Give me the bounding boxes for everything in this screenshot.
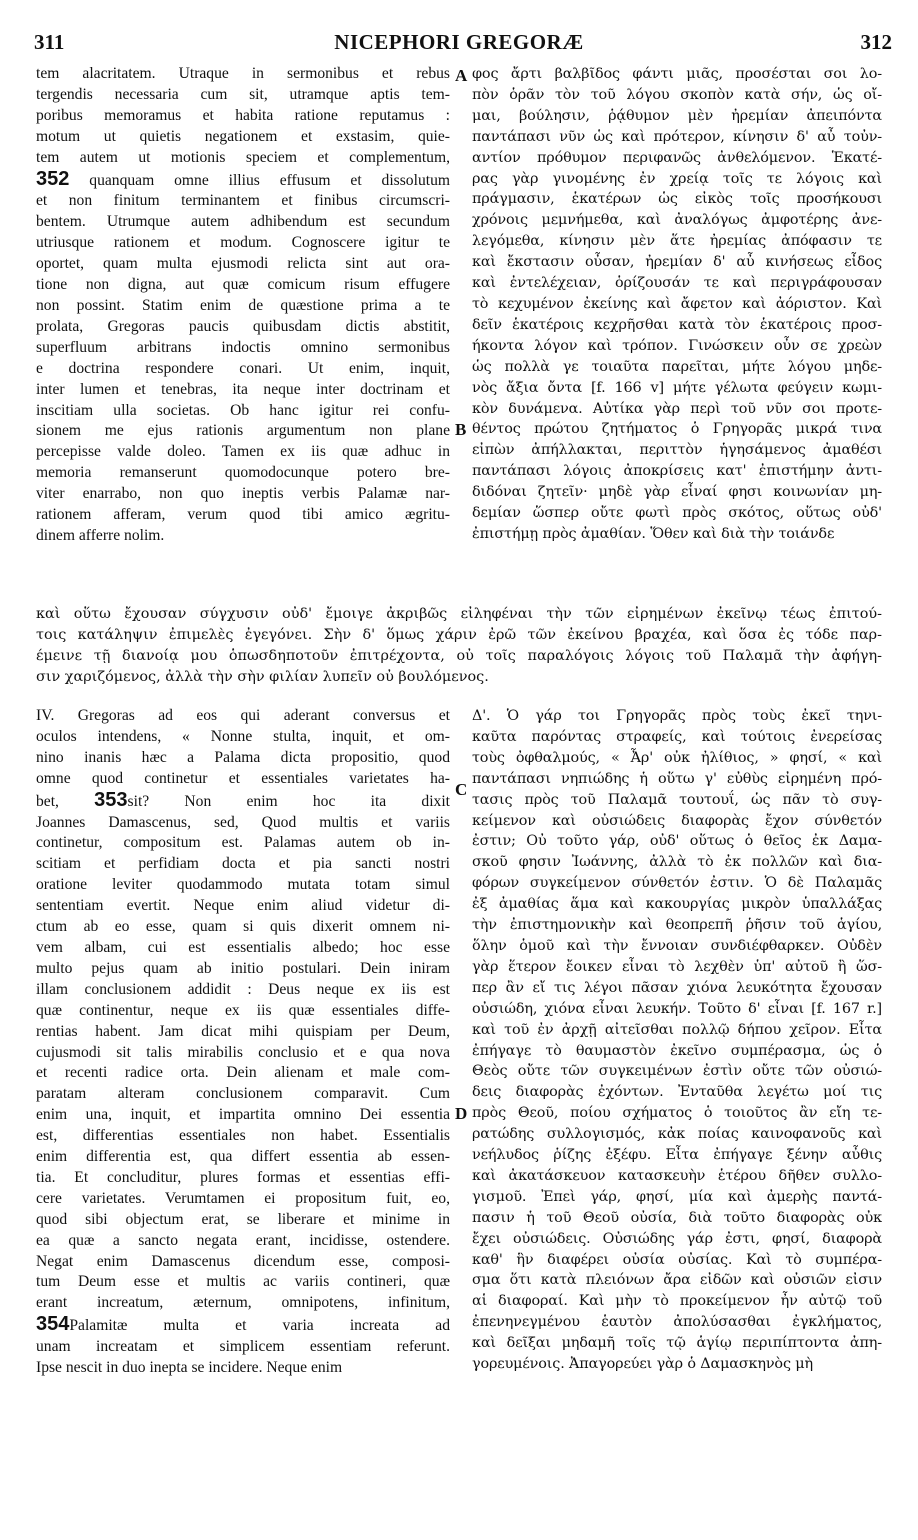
text-line: αἱ διαφοραί. Καὶ μὴν τὸ προκείμενον ἦν αὐτῷ τοῦ <box>472 1293 882 1310</box>
text-line: bentem. Utrumque autem adhibendum est secundum <box>36 213 450 231</box>
text-line-part: Palamitæ multa et varia increata ad <box>69 1317 450 1335</box>
text-line: καὶ δεῖξαι μηδαμῆ τοῖς τῷ ἁγίῳ περιπίπτοντα ἀπη- <box>472 1335 882 1352</box>
column-number: 354 <box>36 1314 70 1336</box>
text-line: τοὺς ὀφθαλμούς, « Ἆρ' οὐκ ἠλίθιος, » φησί, « καὶ <box>472 749 882 766</box>
text-line: νεήλυδος ῥίζης ἐξέφυ. Εἶτα ἐπήγαγε ξένην αὖθις <box>472 1147 882 1164</box>
text-line: IV. Gregoras ad eos qui aderant conversus et <box>36 707 450 724</box>
text-line: παντάπασι νηπιώδης ἡ οὕτω γ' εὐθὺς εἰρημένη πρό- <box>472 770 882 787</box>
text-line: non possint. Statim enim de quæstione prima a te <box>36 296 450 314</box>
text-line: καὶ ἔκστασιν οὖσαν, ἠρεμίαν δ' αὖ κινήσεως εἶδος <box>472 254 882 271</box>
text-line: πὸν ὁρᾶν τὸν τοῦ λόγου σκοπὸν κατὰ σήν, ὡς οἴ- <box>472 86 882 103</box>
text-line: διδόναι ζητεῖν· μηδὲ γὰρ εἶναί φησι κοινωνίαν μη- <box>472 484 882 501</box>
text-line: τὸ κεχυμένον ἐκείνης καὶ ἄφετον καὶ ἀόριστον. Καὶ <box>472 295 882 312</box>
text-line: nino inanis hæc a Palama dicta propositio, quod <box>36 748 450 766</box>
margin-marker-c: C <box>455 780 468 799</box>
text-line: σιν χαριζόμενος, ἀλλὰ τὴν σὴν φιλίαν λυπεῖν οὐ βουλόμενος. <box>36 668 489 685</box>
text-line: ρατώδης συλλογισμός, κἀκ ποίας καινοφανοῦς καὶ <box>472 1126 882 1143</box>
text-line: superfluum arbitrans indoctis omnino sermonibus <box>36 338 450 356</box>
text-line: γὰρ ἕτερον ἔοικεν εἶναι τὸ λεχθὲν ὑπ' αὐτοῦ ἢ ὥσ- <box>472 958 882 975</box>
text-line: continetur, compositum est. Palamas autem ob in- <box>36 834 450 852</box>
text-line: ήκοντα λόγον καὶ τρόπον. Γινώσκειν οὖν σε χρεὼν <box>472 337 882 354</box>
text-line <box>36 1314 450 1337</box>
text-line: θέντος πρώτου ζητήματος ὁ Γρηγορᾶς μικρά τινα <box>472 421 882 438</box>
text-line: omne quod continetur et essentiales varietates ha- <box>36 769 450 787</box>
greek-full-width-passage <box>36 604 882 688</box>
text-line: τοις κατάληψιν ἐπιμελὲς ἐγεγόνει. Σὴν δ' ὅμως χάριν ἐρῶ τῶν ἐκείνου βραχέα, καὶ ὅσα ἐς τόδε παρ- <box>36 626 882 643</box>
text-line: oportet, quam multa ejusmodi relicta sint aut ora- <box>36 255 450 273</box>
text-line: poribus memoramus et habita ratione reputamus : <box>36 106 450 124</box>
text-line: enim una, inquit, et impartita omnino Dei essentia <box>36 1106 450 1124</box>
text-line: oculos intendens, « Nonne stulta, inquit, et om- <box>36 727 450 745</box>
text-line-part: sit? Non enim hoc ita dixit <box>127 792 450 810</box>
text-line: Θεὸς οὔτε τῶν συγκειμένων ἐστὶν οὔτε τῶν οὐσιώ- <box>472 1063 882 1080</box>
text-line: νὸς ἄξια ὄντα [f. 166 v] μήτε γέλωτα φεύγειν κωμι- <box>472 379 882 396</box>
text-line: φόρων συγκείμενον σύνθετόν ἐστιν. Ὁ δὲ Παλαμᾶς <box>472 875 882 892</box>
text-line: rationem afferam, verum quod tibi amico ægritu- <box>36 506 450 524</box>
page-header <box>0 30 918 56</box>
text-line: et non finitum terminantem et finibus circumscri- <box>36 192 450 210</box>
text-line: φος ἄρτι βαλβῖδος φάντι μιᾶς, προσέσται σοι λο- <box>472 66 882 82</box>
text-line: Δ'. Ὁ γάρ τοι Γρηγορᾶς πρὸς τοὺς ἐκεῖ τηνι- <box>472 708 882 724</box>
column-number: 353 <box>94 789 128 811</box>
text-line: καὶ ἐντελέχειαν, ὁρίζουσάν τε καὶ περιγράφουσαν <box>472 275 882 292</box>
text-line: δεις διαφορὰς ἐχόντων. Ἐνταῦθα λεγέτω μοί τις <box>472 1084 882 1101</box>
text-line: oratione leviter quodammodo mutata totam simul <box>36 876 450 894</box>
text-line: πρὸς Θεοῦ, ποίου σχήματος ὁ τοιοῦτος ἂν εἴη τε- <box>472 1105 882 1122</box>
text-line: καὶ τοῦ ἐν ἀρχῇ αἰτεῖσθαι πολλῷ δήπου χεῖρον. Εἶτα <box>472 1021 882 1038</box>
text-line: inter lumen et tenebras, ita neque inter doctrinam et <box>36 380 450 398</box>
text-line: e doctrina respondere conari. Ut enim, inquit, <box>36 359 450 377</box>
text-line: ἐξ ἀμαθίας ἅμα καὶ κακουργίας μικρὸν ὑπαλλάξας <box>472 896 882 913</box>
text-line: παντάπασι λόγοις ἀποκρίσεις κατ' ἐπιστήμην ἀντι- <box>472 463 882 480</box>
text-line: κὸν δυνάμενα. Αὐτίκα γὰρ περὶ τοῦ νῦν σοι προτε- <box>472 400 882 417</box>
text-line: cujusmodi sit talis mirabilis conclusio et e qua nova <box>36 1043 450 1061</box>
text-line: ctum ab eo esse, quam si quis dixerit omnem ni- <box>36 918 450 936</box>
text-line: ἔχει οὐσιώδεις. Οὐσιώδης γάρ ἐστι, φησί, διαφορὰ <box>472 1230 882 1247</box>
text-line: tum Deum esse et multis ac variis contineri, quæ <box>36 1273 450 1291</box>
text-line: vem albam, cui est essentialis albedo; hoc esse <box>36 938 450 956</box>
text-line: enim differentia est, qua differt essentia ab essen- <box>36 1148 450 1166</box>
text-line: rentias habent. Jam dicat mihi quispiam per Deum, <box>36 1022 450 1040</box>
text-line: ea quæ a sancto negata erant, incidisse, ostendere. <box>36 1231 450 1249</box>
text-line-content: quanquam omne illius effusum et dissolutum <box>89 171 450 189</box>
text-line: Ipse nescit in duo inepta se incidere. Neque enim <box>36 1359 343 1377</box>
text-line: καθ' ἣν διαφέρει οὐσία οὐσίας. Καὶ τὸ συμπέρα- <box>472 1251 882 1268</box>
text-line: γορευμένοις. Ἀπαγορεύει γὰρ ὁ Δαμασκηνὸς μὴ <box>472 1356 813 1373</box>
text-line <box>36 169 450 192</box>
text-line: ἐπενηνεγμένου ἑαυτὸν ἀπολύσασθαι ἐγκλήματος, <box>472 1314 882 1331</box>
greek-column-top <box>472 64 882 545</box>
text-line: Joannes Damascenus, sed, Quod multis et variis <box>36 813 450 831</box>
text-line: ὡς πολλὰ γε τοιαῦτα παρεῖται, μήτε λόγου μηδε- <box>472 358 882 375</box>
text-line: δεμίαν ὥσπερ οὔτε φωτὶ πρὸς σκότος, οὕτως οὐδ' <box>472 505 882 522</box>
page-number-left: 311 <box>34 30 65 54</box>
greek-column-bottom <box>472 706 882 1375</box>
text-line: ἐπήγαγε τὸ θαυμαστὸν ἐκεῖνο συμπέρασμα, ὡς ὁ <box>472 1042 882 1059</box>
text-line: πράγμασιν, ἑκατέρων ὡς εἰκὸς τοῖς προσήκουσι <box>472 191 882 208</box>
text-line: ρας γὰρ γινομένης ἐν χρείᾳ τοῖς τε λόγοις καὶ <box>472 170 882 187</box>
text-line-part: bet, <box>36 792 95 810</box>
text-line: αντίον πρόθυμον περιφανῶς ἀνθελόμενον. Ἑκατέ- <box>472 149 882 166</box>
text-line: motum ut quietis negationem et exstasim, quie- <box>36 127 450 145</box>
text-line: illam conclusionem addidit : Deus neque ex iis est <box>36 980 450 998</box>
text-line: πασιν ἡ τοῦ Θεοῦ οὐσία, διὰ τοῦτο διαφορὰς οὐκ <box>472 1209 882 1226</box>
text-line: Negat enim Damascenus dicendum esse, composi- <box>36 1252 450 1270</box>
text-line: sionem me ejus rationis argumentum non plane <box>36 422 450 440</box>
text-line: multo pejus quam ab initio postulari. Dein iniram <box>36 959 450 977</box>
text-line: tione non digna, aut quæ comicum risum effugere <box>36 276 450 294</box>
margin-marker-d: D <box>455 1104 468 1123</box>
text-line: σκοῦ φησιν Ἰωάννης, ἀλλὰ τὸ ἐκ πολλῶν καὶ δια- <box>472 854 882 871</box>
text-line: dinem afferre nolim. <box>36 526 165 544</box>
text-line: tergendis necessaria cum sit, utramque aptis tem- <box>36 85 450 103</box>
text-line: ὅλην ὁμοῦ καὶ τὴν ἔννοιαν συνδιέφθαρκεν. Οὐδὲν <box>472 937 882 954</box>
text-line: paratam alteram conclusionem comparavit. Cum <box>36 1085 450 1103</box>
text-line: quod sibi objectum erat, se liberare et minime in <box>36 1210 450 1228</box>
margin-marker-a: A <box>455 66 468 85</box>
text-line: tem autem ut motionis speciem et complementum, <box>36 148 450 166</box>
page-number-right: 312 <box>860 30 892 54</box>
text-line: est, differentias essentiales non habet. Essentialis <box>36 1127 450 1145</box>
text-line: καῦτα παρόντας στραφείς, καὶ τούτοις ἐνερείσας <box>472 728 882 745</box>
text-line: χρόνοις μεμνήμεθα, καὶ ἀναλόγως ἀμφοτέρης ἀνε- <box>472 212 882 229</box>
text-line: έμεινε τῇ διανοίᾳ μου ὁπωσδηποτοῦν ἐπιτρέχοντα, οὐ τοῖς παραλόγοις λόγοις τοῦ Παλαμᾶ τὴν ἀφήγη- <box>36 647 882 664</box>
latin-column-bottom <box>36 706 450 1379</box>
column-number: 352 <box>36 168 70 190</box>
text-line: λεγόμεθα, κίνησιν μὲν ἅτε ἠρεμίας ἀπόφασιν τε <box>472 233 882 250</box>
text-line: inscitiam ulla societas. Ob hanc igitur rei confu- <box>36 401 450 419</box>
text-line: cere varietates. Verumtamen ei propositum fuit, eo, <box>36 1189 450 1207</box>
text-line: καὶ οὕτω ἔχουσαν σύγχυσιν οὐδ' ἔμοιγε ἀκριβῶς εἰληφέναι τὴν τῶν εἰρημένων ἐκεῖνῳ τέως ἐπιτού- <box>36 606 882 622</box>
text-line: εἰπὼν ἀπήλλακται, περιττὸν ἡγησάμενος ἀμαθέσι <box>472 442 882 459</box>
text-line: τὴν ἐπιστημονικὴν καὶ θεοπρεπῆ ῥῆσιν τοῦ ἁγίου, <box>472 917 882 934</box>
text-line <box>36 790 450 813</box>
text-line: sententiam evertit. Neque enim aliud videtur di- <box>36 897 450 915</box>
margin-marker-b: B <box>455 420 467 439</box>
text-line: καὶ ἀκατάσκευον κατασκευὴν ἑτέρου δῆθεν συλλο- <box>472 1167 882 1184</box>
text-line: δεῖν ἑκατέροις κεχρῆσθαι κατὰ τὸν ἑκατέροις προσ- <box>472 316 882 333</box>
text-line: κείμενον καὶ οὐσιώδεις διαφορὰς ἔχον σύνθετόν <box>472 812 882 829</box>
text-line: γισμοῦ. Ἐπεὶ γάρ, φησί, μία καὶ ἀμερὴς παντά- <box>472 1188 882 1205</box>
text-line: unam increatam et simplicem essentiam referunt. <box>36 1338 450 1356</box>
text-line: τασις πρὸς τοῦ Παλαμᾶ τουτουΐ, ὡς πᾶν τὸ συγ- <box>472 791 882 808</box>
text-line: prolata, Gregoras paucis quibusdam dictis abstitit, <box>36 317 450 335</box>
latin-column-top <box>36 64 450 547</box>
text-line: scitiam et perfidiam docta et pia sancti nostri <box>36 855 450 873</box>
text-line: tem alacritatem. Utraque in sermonibus et rebus <box>36 65 450 82</box>
text-line: tia. Et concluditur, plures formas et essentias effi- <box>36 1168 450 1186</box>
text-line: σμα ὅτι κατὰ πλειόνων ἄρα εἰδῶν καὶ οὐσιῶν εἰσιν <box>472 1272 882 1289</box>
text-line: erant increatum, æternum, omnipotens, infinitum, <box>36 1294 450 1312</box>
text-line: utriusque rationem et modum. Cognoscere igitur te <box>36 234 450 252</box>
running-title: NICEPHORI GREGORÆ <box>334 30 584 54</box>
text-line: quæ continentur, neque ex iis quæ essentiales diffe- <box>36 1001 450 1019</box>
text-line: ἐπιστήμῃ πρὸς ἀμαθίαν. Ὅθεν καὶ διὰ τὴν τοιάνδε <box>472 525 835 542</box>
text-line: viter enarrabo, non quo ineptis verbis Palamæ nar- <box>36 485 450 503</box>
text-line: percepisse valde doleo. Tamen ex iis quæ adhuc in <box>36 443 450 461</box>
text-line: περ ἂν εἴ τις λέγοι πᾶσαν χιόνα λευκότητα ἔχουσαν <box>472 979 882 996</box>
text-line: μαι, βούλησιν, ῥᾴθυμον μὲν ἠρεμίαν ἀπειπόντα <box>472 107 882 124</box>
text-line: ἐστιν; Οὐ τοῦτο γάρ, οὐδ' οὕτως ὁ θεῖος ἐκ Δαμα- <box>472 833 882 850</box>
text-line: et recenti radice orta. Dein alienam et male com- <box>36 1064 450 1082</box>
text-line: παντάπασι νῦν ὡς καὶ πρότερον, κίνησιν δ' αὖ τοὐν- <box>472 128 882 145</box>
text-line: οὐσιώδη, χιόνα εἶναι λευκήν. Τοῦτο δ' εἶναι [f. 167 r.] <box>472 1000 882 1017</box>
text-line: memoria remanserunt quomodocunque potero bre- <box>36 464 450 482</box>
